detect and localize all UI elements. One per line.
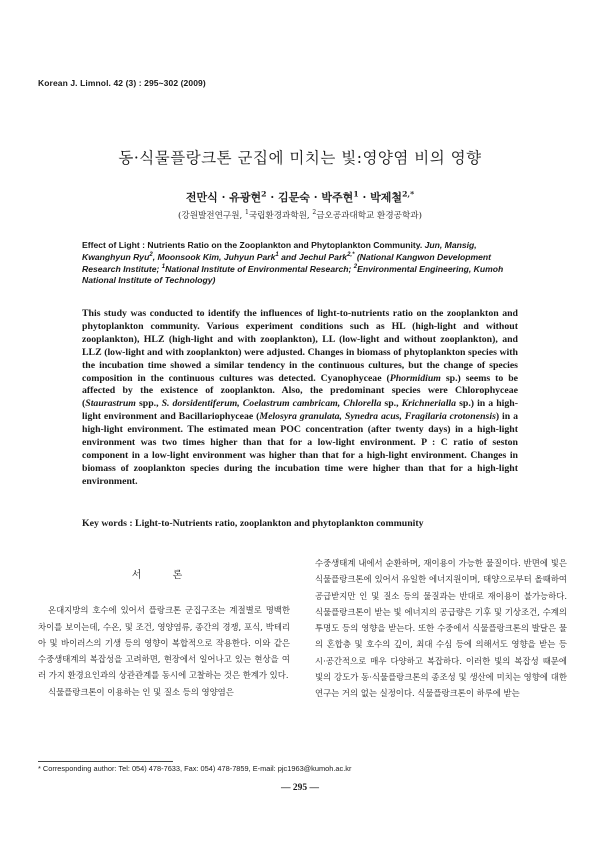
- footnote-divider: [38, 761, 173, 762]
- abstract: This study was conducted to identify the influences of light-to-nutrients ratio on the zooplankton and phytoplankton community. Various experiment conditions such as HL (high-light and without zooplankton), HLZ (high-light and with zooplankton), LL (low-light and without zooplankton), and LLZ (low-light and with zooplankton) were adjusted. Changes in biomass of phytoplankton species with the incubation time showed a similar tendency in the continuous cultures, but the change of species composition in the continuous cultures was detected. Cyanophyceae (Phormidium sp.) seems to be affected by the existence of zooplankton. Also, the predominant species were Chlorophyceae (Staurastrum spp., S. dorsidentiferum, Coelastrum cambricam, Chlorella sp., Krichnerialla sp.) in a high-light environment and Bacillariophyceae (Melosyra granulata, Synedra acus, Fragilaria crotonensis) in a high-light environment. The estimated mean POC concentration (after twenty days) in a high-light environment was two times higher than that for a low-light environment. P : C ratio of seston component in a low-light environment was higher than that for a high-light environment. Changes in biomass of zooplankton species during the incubation time were higher than that for a high-light environment.: [82, 308, 518, 487]
- affiliation-part: (강원발전연구원,: [178, 211, 245, 221]
- species-name: Phormidium: [389, 372, 441, 384]
- author-list-korean: [0, 189, 600, 205]
- author-name: 박주현: [321, 191, 354, 204]
- author-separator: ·: [217, 191, 230, 204]
- english-authors: Jun, Mansig, Kwanghyun Ryu$^2$, Moonsook Kim, Juhyun Park$^1$ and Jechul Park$^{2,*}$: [82, 240, 477, 262]
- body-column-left: [38, 556, 290, 700]
- author-name: 전만식: [185, 191, 218, 204]
- body-paragraph: 수중생태계 내에서 순환하며, 재이용이 가능한 물질이다. 반면에 빛은 식물플랑크톤에 있어서 유일한 에너지원이며, 태양으로부터 올때하여 공급받지만 인 및 질소 등의 물질과는 반대로 재이용이 불가능하다. 식물플랑크톤이 받는 빛 에너지의 공급량은 기후 및 기상조건, 수계의 투명도 등의 영향을 받는다. 또한 수중에서 식물플랑크톤의 발달은 물의 혼합층 및 호수의 깊이, 최대 수심 등에 의해서도 영향을 받는 등 시·공간적으로 매우 다양하고 복잡하다. 이러한 빛의 복잡성 때문에 빛의 강도가 동·식물플랑크톤의 종조성 및 생산에 미치는 영향에 대한 연구는 거의 없는 실정이다. 식물플랑크톤이 하루에 받는: [315, 558, 567, 699]
- affiliation-mark: 2: [312, 209, 317, 217]
- page-number: — 295 —: [281, 783, 319, 793]
- section-heading-introduction: 서 론: [131, 570, 197, 581]
- species-name: S. dorsidentiferum, Coelastrum cambricam, Chlorella: [161, 398, 382, 410]
- affiliation-part: 국립환경과학원,: [248, 211, 313, 221]
- corresponding-author-footnote: * Corresponding author: Tel: 054) 478-7633, Fax: 054) 478-7859, E-mail: pjc1963@kumoh.ac.kr: [38, 764, 352, 773]
- author-affiliation-mark: 1: [353, 189, 359, 199]
- author-name: 김문숙: [278, 191, 310, 204]
- english-affiliations: (National Kangwon Development Research Institute; $^1$National Institute of Environmental Research; $^2$Environmental Engineering, Kumoh National Institute of Technology): [82, 251, 504, 286]
- english-title-block: [82, 240, 512, 287]
- body-paragraph: 온대지방의 호수에 있어서 플랑크톤 군집구조는 계절별로 명백한 차이를 보이는데, 수온, 및 조건, 영양염류, 종간의 경쟁, 포식, 박테리아 및 바이러스의 기생 등의 영향이 복합적으로 작용한다. 이와 같은 수중생태계의 복잡성을 고려하면, 현장에서 일어나고 있는 현상을 여러 가지 환경요인과의 상관관계를 동시에 고찰하는 것은 한계가 있다.: [38, 605, 290, 681]
- affiliation-mark: 1: [244, 209, 249, 217]
- author-affiliation-mark: 2: [261, 189, 267, 199]
- author-separator: ·: [309, 191, 322, 204]
- affiliation-korean: [0, 209, 600, 221]
- english-title: Effect of Light : Nutrients Ratio on the Zooplankton and Phytoplankton Community.: [82, 240, 423, 250]
- author-name: 박제철: [370, 191, 403, 204]
- author-name: 유광현: [229, 191, 262, 204]
- author-separator: ·: [266, 191, 279, 204]
- author-affiliation-mark: 2,*: [402, 189, 415, 199]
- species-name: Krichnerialla: [401, 398, 457, 410]
- body-column-right: [315, 555, 567, 702]
- keywords: Key words : Light-to-Nutrients ratio, zooplankton and phytoplankton community: [82, 518, 424, 529]
- body-paragraph: 식물플랑크톤이 이용하는 인 및 질소 등의 영양염은: [48, 686, 234, 697]
- journal-citation: Korean J. Limnol. 42 (3) : 295~302 (2009): [38, 78, 206, 88]
- species-name: Melosyra granulata, Synedra acus, Fragilaria crotonensis: [259, 411, 496, 423]
- author-separator: ·: [358, 191, 371, 204]
- affiliation-part: 금오공과대학교 환경공학과): [316, 211, 422, 221]
- article-title-korean: 동·식물플랑크톤 군집에 미치는 빛:영양염 비의 영향: [118, 149, 482, 167]
- species-name: Staurastrum: [85, 398, 136, 410]
